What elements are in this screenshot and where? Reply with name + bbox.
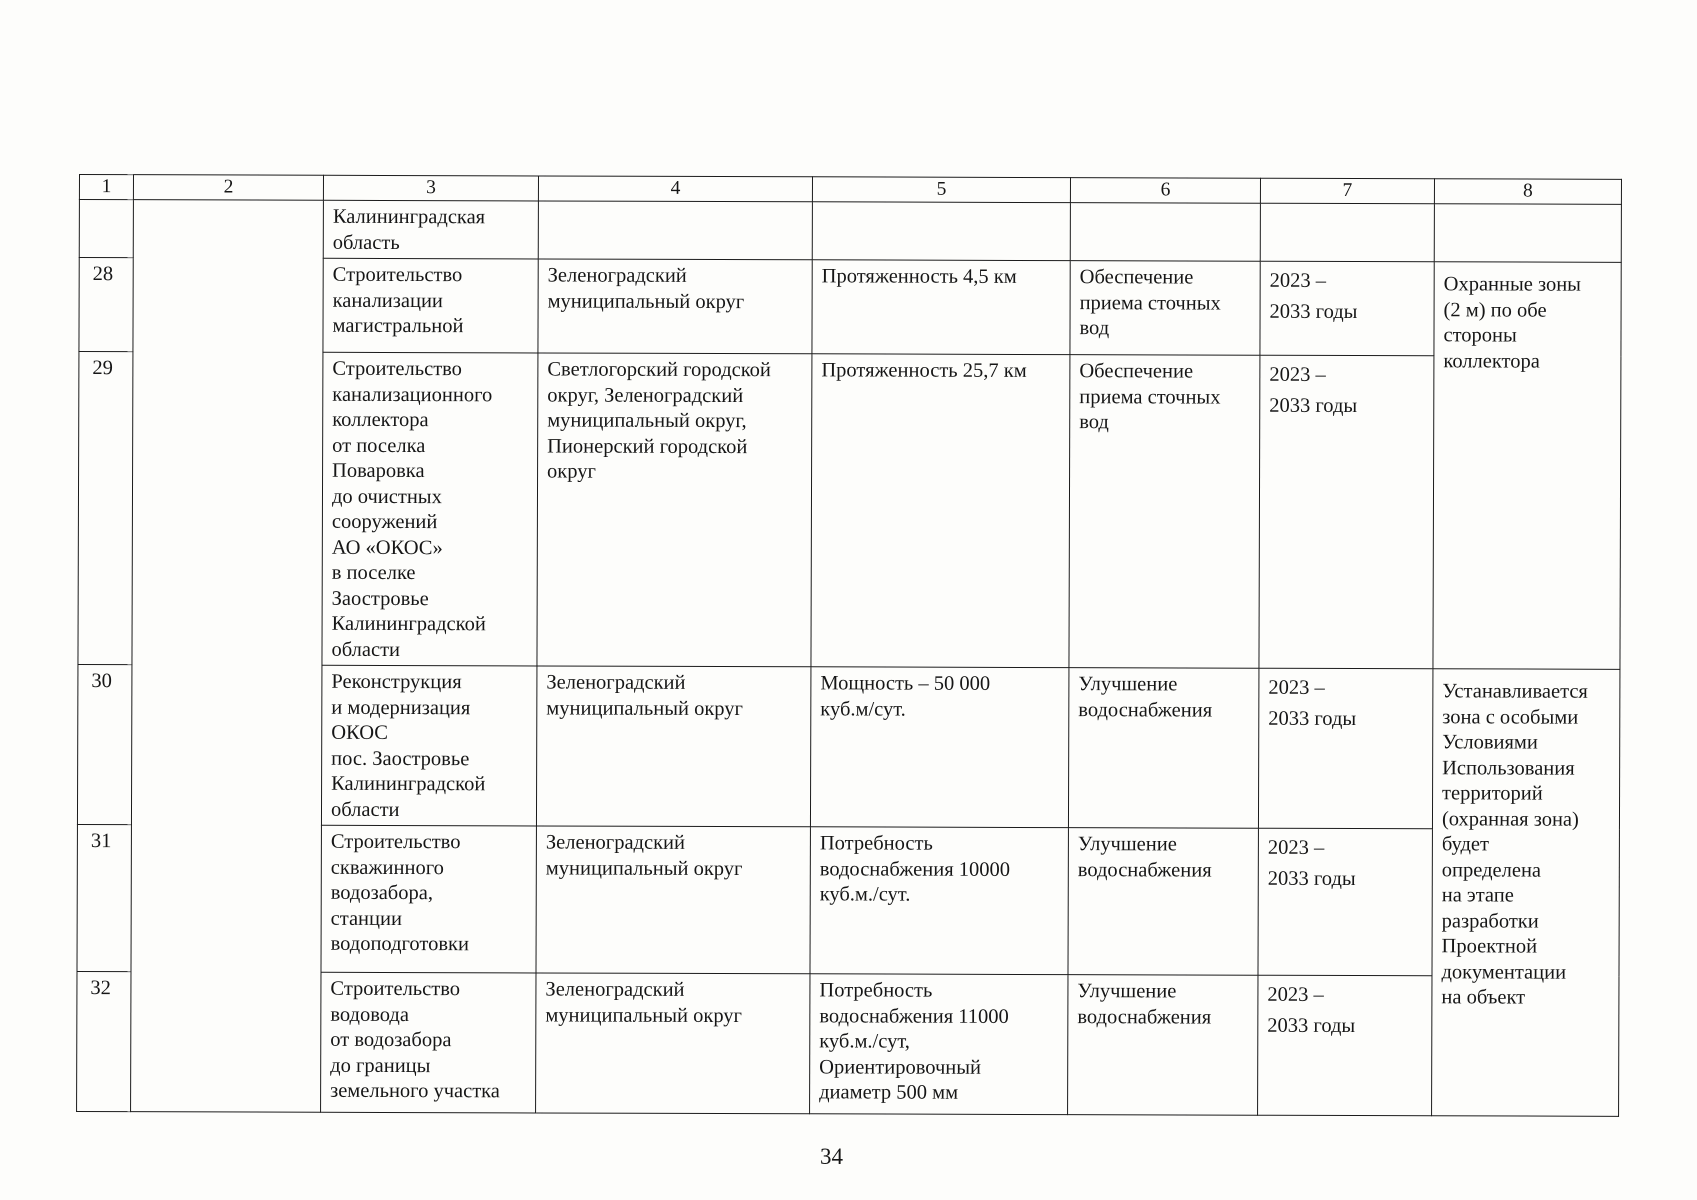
object-cell: Строительство скважинного водозабора, станции водоподготовки <box>321 825 536 973</box>
characteristics-cell: Потребность водоснабжения 10000 куб.м./сут. <box>810 827 1068 975</box>
location-cell: Зеленоградский муниципальный округ <box>536 973 810 1114</box>
period-cell: 2023 – 2033 годы <box>1258 828 1432 976</box>
header-col-7: 7 <box>1260 178 1434 204</box>
period-cell: 2023 – 2033 годы <box>1258 975 1432 1116</box>
header-col-8: 8 <box>1434 179 1621 205</box>
characteristics-cell: Мощность – 50 000 куб.м/сут. <box>810 667 1069 828</box>
characteristics-cell: Протяженность 25,7 км <box>811 354 1070 668</box>
row-number: 30 <box>77 664 132 824</box>
page-number: 34 <box>820 1144 843 1169</box>
header-col-6: 6 <box>1070 178 1260 204</box>
table-row-continued <box>79 200 1621 263</box>
header-col-5: 5 <box>812 177 1070 203</box>
object-cell: Строительство канализации магистральной <box>323 258 538 353</box>
characteristics-cell <box>812 202 1070 261</box>
header-col-1: 1 <box>79 175 133 200</box>
period-cell: 2023 – 2033 годы <box>1260 261 1434 356</box>
row-number: 31 <box>77 824 131 971</box>
purpose-cell <box>1070 203 1260 262</box>
object-cell: Калининградская область <box>323 200 538 259</box>
purpose-cell: Улучшение водоснабжения <box>1068 975 1258 1116</box>
location-cell <box>538 201 812 260</box>
zone-cell-sewer: Охранные зоны (2 м) по обе стороны коллектора <box>1433 262 1621 670</box>
objects-table <box>76 174 1622 1117</box>
characteristics-cell: Потребность водоснабжения 11000 куб.м./сут, Ориентировочный диаметр 500 мм <box>810 974 1068 1115</box>
object-cell: Реконструкция и модернизация ОКОС пос. Заостровье Калининградской области <box>321 665 537 826</box>
location-cell: Зеленоградский муниципальный округ <box>536 666 811 827</box>
row-number-cell <box>79 200 133 258</box>
characteristics-cell: Протяженность 4,5 км <box>812 260 1070 355</box>
zone-cell <box>1434 204 1621 263</box>
row-number: 28 <box>79 258 133 352</box>
row-number: 32 <box>77 971 131 1111</box>
location-cell: Зеленоградский муниципальный округ <box>538 259 812 354</box>
period-cell: 2023 – 2033 годы <box>1259 355 1434 669</box>
header-col-3: 3 <box>323 175 538 201</box>
object-cell: Строительство водовода от водозабора до границы земельного участка <box>321 972 536 1113</box>
group-cell <box>131 200 324 1113</box>
location-cell: Светлогорский городской округ, Зеленоградский муниципальный округ, Пионерский городской округ <box>537 353 812 667</box>
header-col-2: 2 <box>133 175 323 201</box>
purpose-cell: Обеспечение приема сточных вод <box>1070 261 1260 356</box>
location-cell: Зеленоградский муниципальный округ <box>536 826 810 974</box>
row-number: 29 <box>78 352 133 665</box>
zone-cell-water: Устанавливается зона с особыми Условиями Использования территорий (охранная зона) будет определена на этапе разработки Проектной документации на объект <box>1432 669 1620 1117</box>
header-col-4: 4 <box>538 176 812 202</box>
period-cell <box>1260 203 1434 262</box>
purpose-cell: Обеспечение приема сточных вод <box>1069 355 1260 669</box>
period-cell: 2023 – 2033 годы <box>1258 668 1433 829</box>
object-cell: Строительство канализационного коллектора от поселка Поваровка до очистных сооружений АО «ОКОС» в поселке Заостровье Калининградской области <box>322 352 538 666</box>
purpose-cell: Улучшение водоснабжения <box>1068 828 1258 976</box>
purpose-cell: Улучшение водоснабжения <box>1068 668 1259 829</box>
